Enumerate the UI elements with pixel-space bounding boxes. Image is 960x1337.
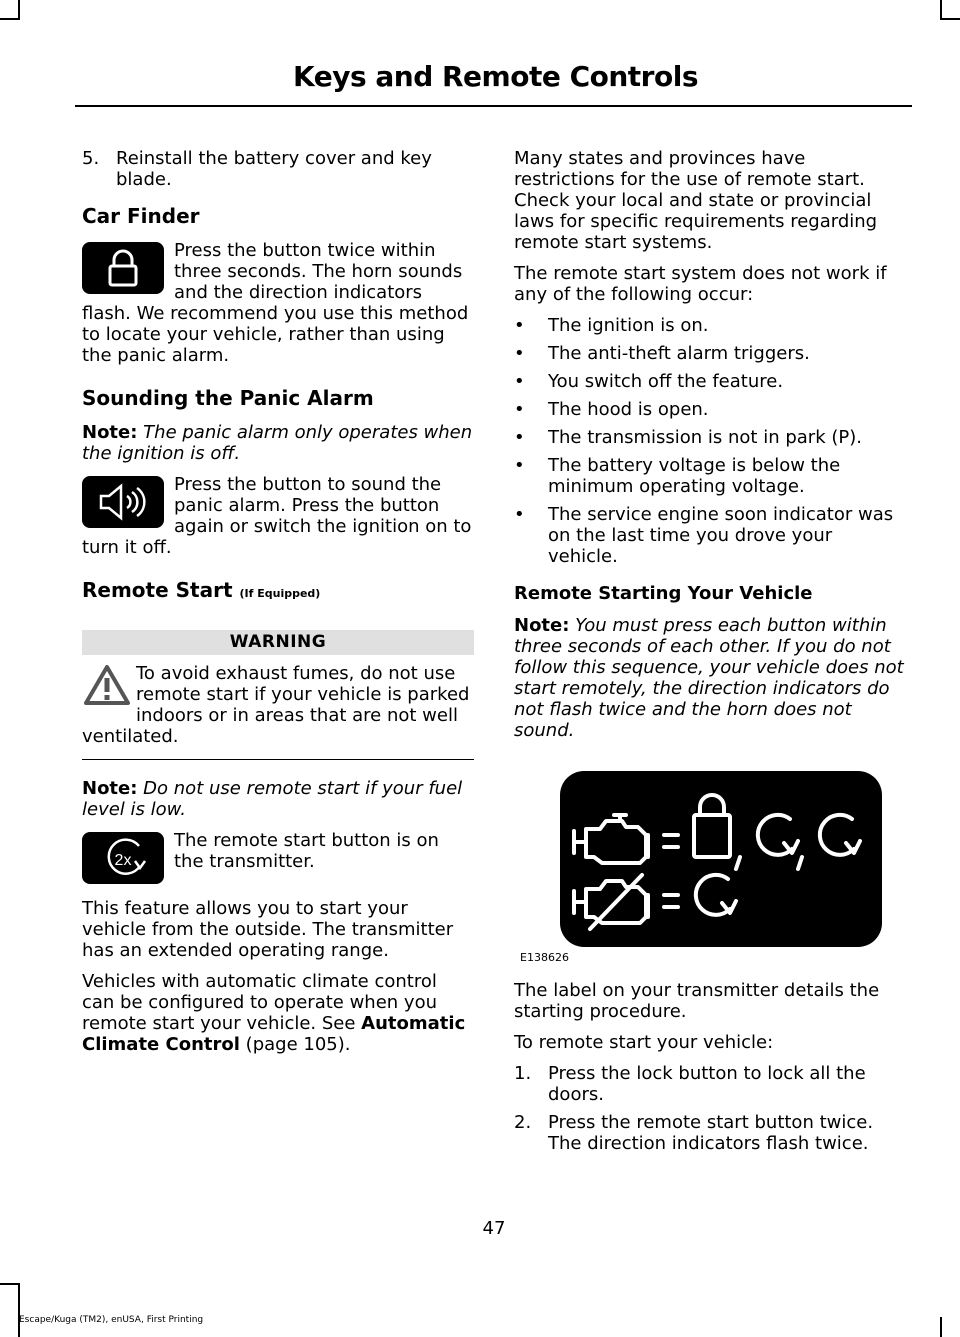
remote-start-heading: Remote Start (If Equipped): [82, 578, 321, 602]
remote-button-text: The remote start button is on the transmitter.: [174, 830, 439, 872]
list-item: • The ignition is on.: [514, 315, 709, 336]
crop-mark: [940, 1317, 942, 1337]
label-text: The label on your transmitter details the starting procedure.: [514, 980, 880, 1022]
remote-start-label-diagram: [560, 771, 882, 947]
crop-mark: [0, 18, 20, 20]
feature-text: This feature allows you to start your vehicle from the outside. The transmitter has an extended operating range.: [82, 898, 454, 961]
horn-icon: [82, 476, 164, 528]
warning-section: [82, 663, 474, 747]
right-column: [514, 148, 906, 1161]
panic-section: [82, 474, 474, 558]
list-item: • The anti-theft alarm triggers.: [514, 343, 810, 364]
list-item: 2. Press the remote start button twice. The direction indicators flash twice.: [514, 1112, 874, 1154]
car-finder-section: [82, 240, 474, 366]
remote-button-section: [82, 830, 474, 888]
start-steps: [514, 1063, 906, 1154]
equals-sign: [664, 835, 678, 847]
climate-text: Vehicles with automatic climate control can be configured to operate when you remote start your vehicle. See Automatic Climate Control (page 105).: [82, 971, 466, 1055]
step-list: [82, 148, 474, 190]
remote-start-2x-label: 2x: [114, 852, 132, 869]
warning-divider: [82, 759, 474, 760]
condition-list: [514, 315, 906, 567]
warning-triangle-icon: [82, 663, 132, 707]
lock-icon: [82, 242, 164, 294]
list-item: • The transmission is not in park (P).: [514, 427, 862, 448]
warning-text: To avoid exhaust fumes, do not use remote start if your vehicle is parked indoors or in areas that are not well ventilated.: [82, 663, 470, 747]
list-item: • The hood is open.: [514, 399, 709, 420]
not-work-text: The remote start system does not work if any of the following occur:: [514, 263, 887, 305]
comma: [798, 857, 802, 869]
remote-starting-heading: Remote Starting Your Vehicle: [514, 583, 813, 604]
crop-mark: [940, 0, 942, 20]
crop-mark: [940, 18, 960, 20]
lock-icon: [694, 795, 730, 857]
remote-start-icon: [696, 875, 736, 915]
climate-link[interactable]: Automatic Climate Control: [82, 1013, 466, 1055]
crop-mark: [0, 1283, 20, 1285]
list-item: • The battery voltage is below the minimum operating voltage.: [514, 455, 841, 497]
engine-icon: [574, 815, 648, 863]
list-item: 5. Reinstall the battery cover and key blade.: [82, 148, 432, 190]
fuel-note: Note: Do not use remote start if your fuel level is low.: [82, 778, 463, 820]
list-item: • The service engine soon indicator was on the last time you drove your vehicle.: [514, 504, 894, 567]
to-start-text: To remote start your vehicle:: [514, 1032, 774, 1053]
list-item: 1. Press the lock button to lock all the doors.: [514, 1063, 866, 1105]
panic-heading: Sounding the Panic Alarm: [82, 386, 374, 410]
page-title: Keys and Remote Controls: [293, 60, 698, 93]
page-number: 47: [482, 1218, 506, 1239]
panic-note: Note: The panic alarm only operates when the ignition is off.: [82, 422, 473, 464]
warning-banner: WARNING: [82, 630, 474, 655]
footer-text: Escape/Kuga (TM2), enUSA, First Printing: [19, 1315, 204, 1325]
car-finder-heading: Car Finder: [82, 204, 200, 228]
crop-mark: [18, 0, 20, 20]
remote-start-icon: [820, 815, 860, 855]
remote-start-icon: [758, 815, 798, 855]
engine-crossed-icon: [574, 875, 648, 929]
comma: [736, 857, 740, 869]
list-item: • You switch off the feature.: [514, 371, 784, 392]
remote-start-2x-icon: [82, 832, 164, 884]
car-finder-text: Press the button twice within three seconds. The horn sounds and the direction indicators flash. We recommend you use this method to locate your vehicle, rather than using the panic alarm.: [82, 240, 469, 366]
figure-id: E138626: [520, 951, 569, 964]
panic-text: Press the button to sound the panic alarm. Press the button again or switch the ignition on to turn it off.: [82, 474, 472, 558]
crop-mark: [18, 1283, 20, 1337]
states-text: Many states and provinces have restrictions for the use of remote start. Check your local and state or provincial laws for specific requirements regarding remote start systems.: [514, 148, 878, 253]
equals-sign: [664, 895, 678, 907]
starting-note: Note: You must press each button within three seconds of each other. If you do not follow this sequence, your vehicle does not start remotely, the direction indicators do not flash twice and the horn does not sound.: [514, 615, 904, 741]
header-divider: [75, 105, 912, 107]
left-column: [82, 148, 474, 1055]
